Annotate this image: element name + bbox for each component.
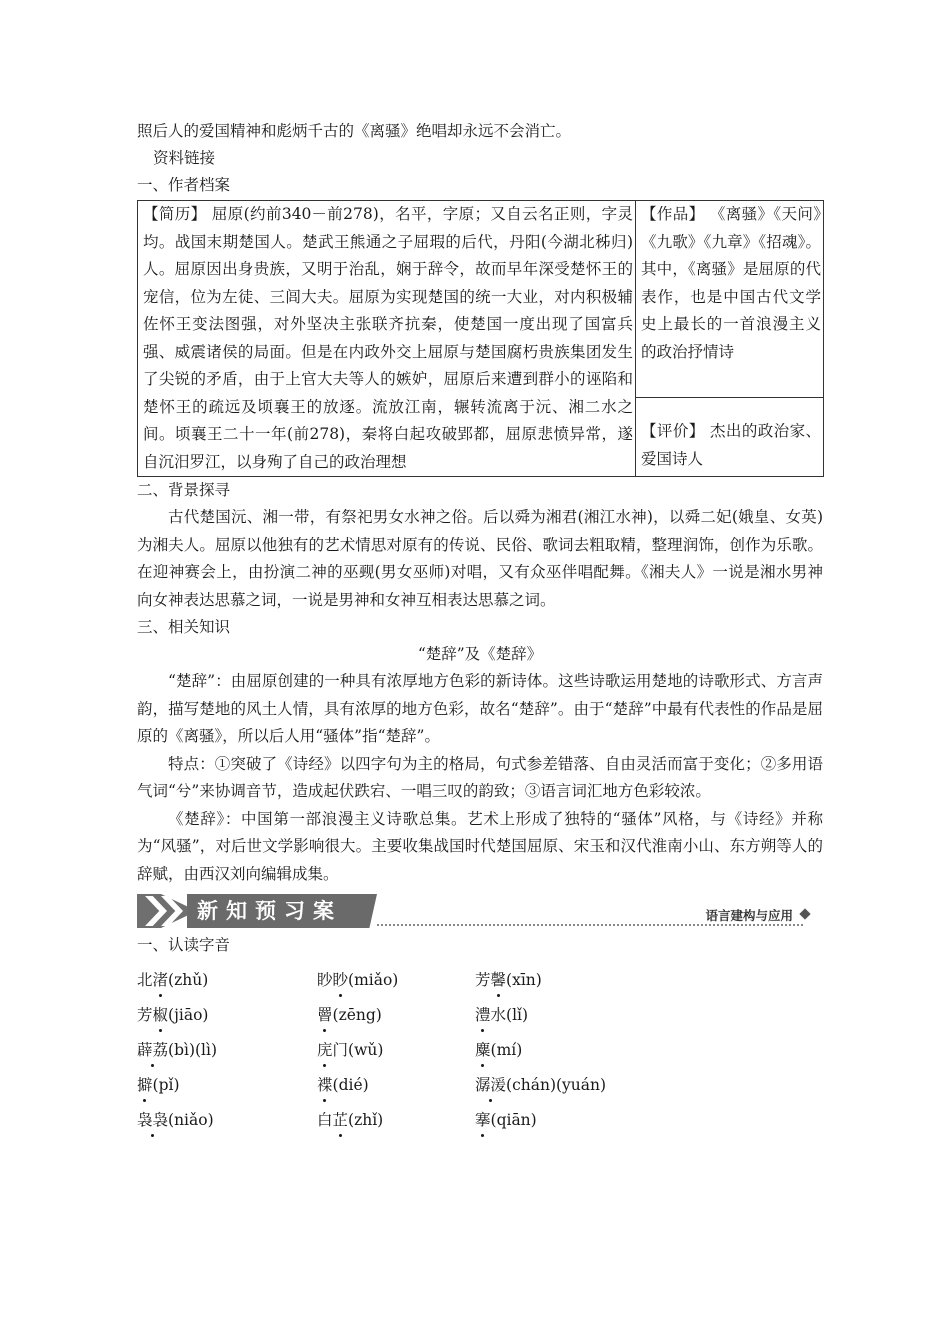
vocab-text: (jiāo) bbox=[168, 1006, 209, 1024]
banner-divider bbox=[377, 924, 803, 926]
vocab-item bbox=[475, 998, 528, 1033]
evaluation-cell bbox=[636, 398, 824, 477]
knowledge-subtitle: “楚辞”及《楚辞》 bbox=[417, 645, 543, 663]
vocab-text: (miǎo) bbox=[348, 971, 399, 989]
vocab-text: (mí) bbox=[490, 1041, 523, 1059]
vocab-item bbox=[137, 1033, 217, 1068]
vocab-text: 北 bbox=[137, 971, 153, 989]
vocab-target-char: 庑 bbox=[317, 1033, 333, 1068]
vocab-target-char: 芷 bbox=[333, 1103, 349, 1138]
section-heading-knowledge: 三、相关知识 bbox=[137, 618, 231, 636]
vocab-item bbox=[475, 1068, 606, 1103]
section-banner bbox=[137, 890, 823, 932]
document-page bbox=[137, 118, 823, 1139]
vocab-item bbox=[317, 1103, 383, 1138]
vocab-item bbox=[317, 998, 382, 1033]
background-paragraph: 古代楚国沅、湘一带，有祭祀男女水神之俗。后以舜为湘君(湘江水神)，以舜二妃(娥皇、女英)为湘夫人。屈原以他独有的艺术情思对原有的传说、民俗、歌词去粗取精，整理润饰，创作为乐歌。在迎神赛会上，由扮演二神的巫觋(男女巫师)对唱，又有众巫伴唱配舞。《湘夫人》一说是湘水男神向女神表达思慕之词，一说是男神和女神互相表达思慕之词。 bbox=[137, 508, 823, 609]
bio-text: 屈原(约前340－前278)，名平，字原；又自云名正则，字灵均。战国末期楚国人。楚武王熊通之子屈瑕的后代，丹阳(今湖北秭归)人。屈原因出身贵族，又明于治乱，娴于辞令，故而早年深受楚怀王的宠信，位为左徒、三闾大夫。屈原为实现楚国的统一大业，对内积极辅佐怀王变法图强，对外坚决主张联齐抗秦，使楚国一度出现了国富兵强、威震诸侯的局面。但是在内政外交上屈原与楚国腐朽贵族集团发生了尖锐的矛盾，由于上官大夫等人的嫉妒，屈原后来遭到群小的诬陷和楚怀王的疏远及顷襄王的放逐。流放江南，辗转流离于沅、湘二水之间。顷襄王二十一年(前278)，秦将白起攻破郢都，屈原悲愤异常，遂自沉汨罗江，以身殉了自己的政治理想 bbox=[143, 205, 633, 471]
vocab-target-char: 眇 bbox=[333, 963, 349, 998]
chuci-style-paragraph: “楚辞”：由屈原创建的一种具有浓厚地方色彩的新诗体。这些诗歌运用楚地的诗歌形式、方言声韵，描写楚地的风土人情，具有浓厚的地方色彩，故名“楚辞”。由于“楚辞”中最有代表性的作品是屈原的《离骚》，所以后人用“骚体”指“楚辞”。 bbox=[137, 672, 823, 745]
intro-line: 照后人的爱国精神和彪炳千古的《离骚》绝唱却永远不会消亡。 bbox=[137, 122, 572, 140]
evaluation-text: 杰出的政治家、爱国诗人 bbox=[641, 422, 821, 468]
vocab-item bbox=[137, 998, 208, 1033]
vocab-text: 芳 bbox=[475, 971, 491, 989]
vocab-target-char: 搴 bbox=[475, 1103, 491, 1138]
vocab-text: 眇 bbox=[317, 971, 333, 989]
vocab-target-char: 潺湲 bbox=[475, 1068, 506, 1103]
chuci-collection-paragraph: 《楚辞》：中国第一部浪漫主义诗歌总集。艺术上形成了独特的“骚体”风格，与《诗经》并称为“风骚”，对后世文学影响很大。主要收集战国时代楚国屈原、宋玉和汉代淮南小山、东方朔等人的辞赋，由西汉刘向编辑成集。 bbox=[137, 809, 823, 883]
section-heading-author: 一、作者档案 bbox=[137, 176, 231, 194]
vocab-item bbox=[137, 963, 208, 998]
vocab-item bbox=[137, 1068, 180, 1103]
vocab-text: 芳 bbox=[137, 1006, 153, 1024]
vocab-target-char: 褋 bbox=[317, 1068, 333, 1103]
vocab-text: 白 bbox=[317, 1111, 333, 1129]
vocab-text: (dié) bbox=[332, 1076, 369, 1094]
evaluation-tag: 【评价】 bbox=[641, 422, 705, 440]
vocab-target-char: 馨 bbox=[491, 963, 507, 998]
works-cell bbox=[636, 201, 824, 398]
vocab-target-char: 薜荔 bbox=[137, 1033, 168, 1068]
vocab-target-char: 渚 bbox=[153, 963, 169, 998]
vocab-target-char: 澧 bbox=[475, 998, 491, 1033]
banner-title: 新知预习案 bbox=[197, 899, 342, 923]
vocab-item bbox=[317, 1033, 383, 1068]
vocab-target-char: 袅袅 bbox=[137, 1103, 168, 1138]
vocab-target-char: 麋 bbox=[475, 1033, 491, 1068]
vocab-text: (pǐ) bbox=[152, 1076, 180, 1094]
vocab-item bbox=[475, 963, 542, 998]
vocab-grid bbox=[137, 963, 823, 1139]
diamond-icon bbox=[799, 908, 810, 919]
bio-cell bbox=[138, 201, 636, 477]
vocab-text: (zhǐ) bbox=[348, 1111, 384, 1129]
vocab-text: (zhǔ) bbox=[168, 971, 209, 989]
section-heading-vocab: 一、认读字音 bbox=[137, 936, 231, 954]
vocab-text: (zēng) bbox=[332, 1006, 382, 1024]
vocab-item bbox=[475, 1033, 522, 1068]
vocab-item bbox=[317, 1068, 369, 1103]
vocab-text: (chán)(yuán) bbox=[506, 1076, 607, 1094]
features-paragraph: 特点：①突破了《诗经》以四字句为主的格局，句式参差错落、自由灵活而富于变化；②多用语气词“兮”来协调音节，造成起伏跌宕、一唱三叹的韵致；③语言词汇地方色彩较浓。 bbox=[137, 754, 823, 800]
vocab-target-char: 擗 bbox=[137, 1068, 153, 1103]
bio-tag: 【简历】 bbox=[143, 205, 207, 223]
vocab-target-char: 罾 bbox=[317, 998, 333, 1033]
vocab-text: (qiān) bbox=[490, 1111, 537, 1129]
vocab-item bbox=[137, 1103, 214, 1138]
vocab-item bbox=[317, 963, 398, 998]
author-profile-table bbox=[137, 200, 824, 477]
vocab-text: (xīn) bbox=[506, 971, 542, 989]
vocab-item bbox=[475, 1103, 537, 1138]
resource-link-label: 资料链接 bbox=[153, 149, 216, 167]
vocab-text: 水(lǐ) bbox=[490, 1006, 529, 1024]
works-tag: 【作品】 bbox=[641, 205, 705, 223]
vocab-text: (bì)(lì) bbox=[168, 1041, 217, 1059]
works-text: 《离骚》《天问》《九歌》《九章》《招魂》。其中，《离骚》是屈原的代表作，也是中国古代文学史上最长的一首浪漫主义的政治抒情诗 bbox=[641, 205, 821, 361]
vocab-text: (niǎo) bbox=[168, 1111, 214, 1129]
vocab-target-char: 椒 bbox=[153, 998, 169, 1033]
banner-subtitle: 语言建构与应用 bbox=[705, 908, 793, 923]
section-heading-background: 二、背景探寻 bbox=[137, 481, 231, 499]
vocab-text: 门(wǔ) bbox=[332, 1041, 384, 1059]
